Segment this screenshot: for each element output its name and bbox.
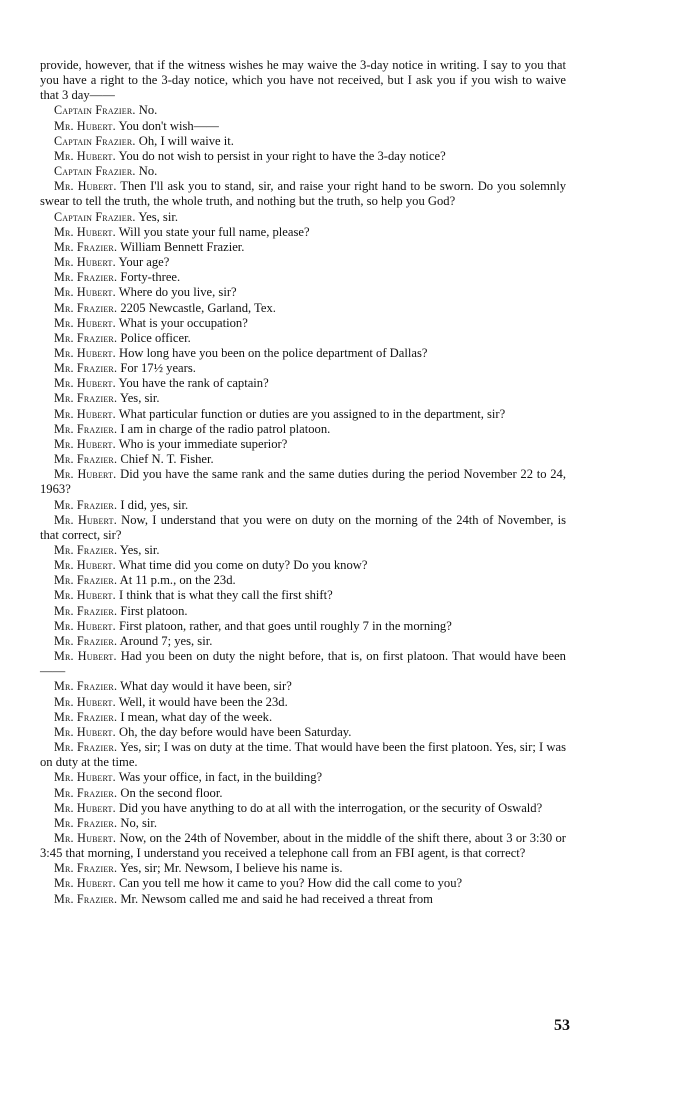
speech-text: What day would it have been, sir? xyxy=(120,679,292,694)
transcript-paragraph xyxy=(40,103,566,118)
speaker-name: Mr. Frazier. xyxy=(54,603,118,618)
transcript-paragraph xyxy=(40,179,566,209)
transcript-paragraph xyxy=(40,452,566,467)
speaker-name: Mr. Hubert. xyxy=(54,285,116,300)
transcript-paragraph xyxy=(40,619,566,634)
speaker-name: Mr. Frazier. xyxy=(54,709,118,724)
speaker-name: Mr. Frazier. xyxy=(54,452,118,467)
transcript-paragraph xyxy=(40,467,566,497)
speech-text: Did you have the same rank and the same duties during the period November 22 to 24, 1963? xyxy=(40,467,566,497)
transcript-paragraph xyxy=(40,649,566,679)
speaker-name: Mr. Hubert. xyxy=(54,436,116,451)
speaker-name: Mr. Hubert. xyxy=(54,118,116,133)
speech-text: How long have you been on the police department of Dallas? xyxy=(119,345,428,360)
speaker-name: Mr. Hubert. xyxy=(54,694,116,709)
transcript-paragraph xyxy=(40,725,566,740)
speech-text: No. xyxy=(138,103,158,118)
speaker-name: Mr. Hubert. xyxy=(54,558,116,573)
speaker-name: Mr. Frazier. xyxy=(54,497,118,512)
speech-text: On the second floor. xyxy=(120,785,223,800)
transcript-paragraph xyxy=(40,407,566,422)
speaker-name: Mr. Hubert. xyxy=(54,770,116,785)
speaker-name: Mr. Hubert. xyxy=(54,255,116,270)
speaker-name: Mr. Hubert. xyxy=(54,376,116,391)
transcript-page xyxy=(40,58,566,907)
transcript-paragraph xyxy=(40,376,566,391)
speaker-name: Captain Frazier. xyxy=(54,133,136,148)
speech-text: No. xyxy=(138,164,158,179)
transcript-paragraph xyxy=(40,225,566,240)
transcript-paragraph xyxy=(40,816,566,831)
speech-text: I think that is what they call the first shift? xyxy=(119,588,333,603)
speech-text: What time did you come on duty? Do you know? xyxy=(118,558,368,573)
transcript-paragraph xyxy=(40,801,566,816)
transcript-paragraph xyxy=(40,876,566,891)
speaker-name: Mr. Frazier. xyxy=(54,891,118,906)
speaker-name: Captain Frazier. xyxy=(54,164,136,179)
transcript-paragraph xyxy=(40,513,566,543)
transcript-paragraph xyxy=(40,695,566,710)
speech-text: Forty-three. xyxy=(120,270,181,285)
transcript-paragraph xyxy=(40,422,566,437)
transcript-paragraph xyxy=(40,604,566,619)
transcript-paragraph xyxy=(40,134,566,149)
speech-text: First platoon. xyxy=(120,603,188,618)
speech-text: Then I'll ask you to stand, sir, and raise your right hand to be sworn. Do you solemnly swear to tell the truth, the whole truth, and nothing but the truth, so help you God? xyxy=(40,179,566,209)
speaker-name: Mr. Frazier. xyxy=(54,815,118,830)
transcript-paragraph xyxy=(40,270,566,285)
speech-text: Did you have anything to do at all with the interrogation, or the security of Oswald? xyxy=(119,800,543,815)
speaker-name: Mr. Frazier. xyxy=(54,361,118,376)
speech-text: At 11 p.m., on the 23d. xyxy=(119,573,236,588)
transcript-paragraph xyxy=(40,634,566,649)
transcript-paragraph xyxy=(40,149,566,164)
speaker-name: Mr. Hubert. xyxy=(54,179,117,194)
transcript-paragraph xyxy=(40,285,566,300)
transcript-paragraph xyxy=(40,573,566,588)
speech-text: provide, however, that if the witness wishes he may waive the 3-day notice in writing. I say to you that you have a right to the 3-day notice, which you have not received, but I ask you if you wish to waive that 3 day—— xyxy=(40,58,566,103)
speech-text: Your age? xyxy=(118,255,170,270)
speech-text: I did, yes, sir. xyxy=(120,497,189,512)
speech-text: Had you been on duty the night before, that is, on first platoon. That would have been—— xyxy=(40,649,566,679)
speech-text: I am in charge of the radio patrol platoon. xyxy=(120,421,331,436)
speaker-name: Mr. Hubert. xyxy=(54,649,117,664)
transcript-paragraph xyxy=(40,316,566,331)
speech-text: Yes, sir. xyxy=(138,209,178,224)
speaker-name: Mr. Hubert. xyxy=(54,588,116,603)
speaker-name: Captain Frazier. xyxy=(54,209,136,224)
speaker-name: Mr. Hubert. xyxy=(54,876,116,891)
speech-text: Yes, sir. xyxy=(119,543,160,557)
speech-text: Well, it would have been the 23d. xyxy=(118,694,288,709)
speaker-name: Mr. Frazier. xyxy=(54,421,118,436)
transcript-paragraph xyxy=(40,498,566,513)
transcript-paragraph xyxy=(40,558,566,573)
transcript-paragraph xyxy=(40,831,566,861)
speaker-name: Mr. Hubert. xyxy=(54,345,116,360)
transcript-paragraph xyxy=(40,119,566,134)
speaker-name: Mr. Hubert. xyxy=(54,406,116,421)
transcript-paragraph xyxy=(40,543,566,558)
speaker-name: Mr. Hubert. xyxy=(54,512,117,527)
speech-text: First platoon, rather, and that goes until roughly 7 in the morning? xyxy=(119,618,452,633)
speech-text: What particular function or duties are you assigned to in the department, sir? xyxy=(118,406,506,421)
speaker-name: Mr. Frazier. xyxy=(54,785,118,800)
transcript-paragraph xyxy=(40,301,566,316)
speaker-name: Mr. Frazier. xyxy=(54,740,118,755)
speech-text: No, sir. xyxy=(120,815,158,830)
page-number: 53 xyxy=(554,1017,570,1034)
speech-text: You do not wish to persist in your right to have the 3-day notice? xyxy=(118,148,446,163)
speaker-name: Mr. Frazier. xyxy=(54,239,118,254)
speaker-name: Mr. Hubert. xyxy=(54,618,116,633)
speaker-name: Captain Frazier. xyxy=(54,103,136,118)
speech-text: Chief N. T. Fisher. xyxy=(120,452,214,467)
transcript-paragraph xyxy=(40,710,566,725)
transcript-paragraph xyxy=(40,58,566,103)
speech-text: Oh, the day before would have been Saturday. xyxy=(119,724,352,739)
transcript-paragraph xyxy=(40,164,566,179)
speech-text: 2205 Newcastle, Garland, Tex. xyxy=(120,300,276,315)
speaker-name: Mr. Frazier. xyxy=(54,679,118,694)
speech-text: Was your office, in fact, in the building? xyxy=(118,770,323,785)
transcript-paragraph xyxy=(40,861,566,876)
speech-text: William Bennett Frazier. xyxy=(120,239,245,254)
transcript-paragraph xyxy=(40,331,566,346)
speech-text: Yes, sir; Mr. Newsom, I believe his name is. xyxy=(119,861,343,876)
speaker-name: Mr. Hubert. xyxy=(54,830,117,845)
speaker-name: Mr. Frazier. xyxy=(54,391,118,406)
speech-text: Police officer. xyxy=(120,330,191,345)
speech-text: Now, I understand that you were on duty on the morning of the 24th of November, is that correct, sir? xyxy=(40,512,566,542)
speech-text: Oh, I will waive it. xyxy=(138,133,234,148)
speech-text: Where do you live, sir? xyxy=(118,285,237,300)
speaker-name: Mr. Frazier. xyxy=(54,300,118,315)
transcript-paragraph xyxy=(40,740,566,770)
transcript-paragraph xyxy=(40,255,566,270)
transcript-paragraph xyxy=(40,892,566,907)
speech-text: Who is your immediate superior? xyxy=(118,436,288,451)
transcript-paragraph xyxy=(40,770,566,785)
transcript-paragraph xyxy=(40,346,566,361)
speech-text: Around 7; yes, sir. xyxy=(119,633,213,648)
speaker-name: Mr. Frazier. xyxy=(54,270,118,285)
speech-text: You don't wish—— xyxy=(118,118,219,133)
transcript-paragraph xyxy=(40,437,566,452)
speech-text: Yes, sir; I was on duty at the time. That would have been the first platoon. Yes, sir; I was on duty at the time. xyxy=(40,740,566,770)
transcript-paragraph xyxy=(40,210,566,225)
speech-text: Will you state your full name, please? xyxy=(118,224,310,239)
speaker-name: Mr. Frazier. xyxy=(54,633,118,648)
speech-text: Now, on the 24th of November, about in the middle of the shift there, about 3 or 3:30 or 3:45 that morning, I understand you received a telephone call from an FBI agent, is that correct? xyxy=(40,830,566,861)
transcript-paragraph xyxy=(40,361,566,376)
speaker-name: Mr. Hubert. xyxy=(54,224,116,239)
speech-text: You have the rank of captain? xyxy=(118,376,269,391)
speaker-name: Mr. Hubert. xyxy=(54,724,116,739)
speaker-name: Mr. Hubert. xyxy=(54,467,117,482)
speech-text: Yes, sir. xyxy=(119,391,160,406)
speaker-name: Mr. Hubert. xyxy=(54,800,116,815)
speaker-name: Mr. Hubert. xyxy=(54,315,116,330)
transcript-paragraph xyxy=(40,391,566,406)
transcript-paragraph xyxy=(40,588,566,603)
speech-text: What is your occupation? xyxy=(118,315,248,330)
transcript-paragraph xyxy=(40,786,566,801)
speech-text: For 17½ years. xyxy=(120,361,196,376)
transcript-paragraph xyxy=(40,240,566,255)
transcript-paragraph xyxy=(40,679,566,694)
speech-text: Can you tell me how it came to you? How did the call come to you? xyxy=(119,876,463,891)
speaker-name: Mr. Frazier. xyxy=(54,330,118,345)
speaker-name: Mr. Frazier. xyxy=(54,861,118,876)
speaker-name: Mr. Hubert. xyxy=(54,148,116,163)
speech-text: Mr. Newsom called me and said he had received a threat from xyxy=(120,891,433,906)
speech-text: I mean, what day of the week. xyxy=(120,709,273,724)
speaker-name: Mr. Frazier. xyxy=(54,543,118,557)
speaker-name: Mr. Frazier. xyxy=(54,573,118,588)
